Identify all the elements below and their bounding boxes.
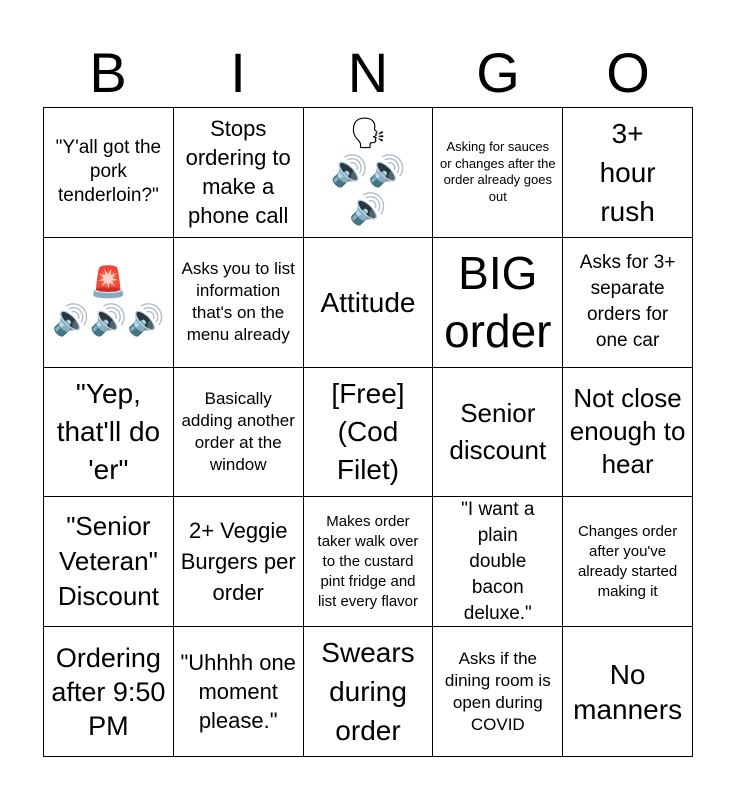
cell-text: Attitude [320, 286, 416, 318]
cell-text: Asks for 3+ separate orders for one car [579, 252, 676, 352]
bingo-cell[interactable] [44, 238, 174, 368]
bingo-cell[interactable] [174, 238, 304, 368]
cell-text: Stops ordering to make a phone call [185, 116, 291, 229]
bingo-cell[interactable] [563, 368, 693, 498]
cell-text: "I want a plain double bacon deluxe." [461, 498, 535, 624]
cell-text: "Yep, that'll do 'er" [56, 377, 161, 485]
siren-loudspeaker-icon: 🚨 🔊🔊🔊 [52, 265, 165, 339]
cell-text: Basically adding another order at the window [181, 388, 295, 474]
bingo-board [43, 107, 693, 757]
cell-text: Senior discount [449, 397, 547, 465]
cell-text: 2+ Veggie Burgers per order [180, 518, 296, 606]
bingo-cell[interactable] [44, 368, 174, 498]
cell-text: Asks if the dining room is open during COVID [444, 648, 551, 734]
cell-text: "Y'all got the pork tenderloin?" [55, 137, 162, 207]
bingo-cell[interactable] [44, 627, 174, 757]
cell-text: Ordering after 9:50 PM [51, 642, 166, 741]
cell-text: BIG order [444, 247, 552, 358]
cell-text: Makes order taker walk over to the custard pint fridge and list every flavor [317, 512, 419, 610]
bingo-cell[interactable] [44, 497, 174, 627]
cell-text: Changes order after you've already started making it [577, 522, 678, 600]
bingo-cell[interactable] [304, 108, 434, 238]
cell-text: [Free] (Cod Filet) [331, 377, 405, 485]
bingo-cell[interactable] [304, 368, 434, 498]
speaking-head-loudspeaker-icon: 🗣 🔊🔊 🔊 [330, 116, 406, 228]
bingo-cell[interactable] [433, 108, 563, 238]
bingo-cell[interactable] [174, 627, 304, 757]
cell-text: Swears during order [321, 637, 415, 747]
bingo-cell[interactable] [174, 497, 304, 627]
bingo-cell[interactable] [433, 627, 563, 757]
bingo-cell[interactable] [433, 238, 563, 368]
header-letter-i: I [230, 41, 246, 104]
bingo-header [43, 42, 693, 104]
cell-text: Asks you to list information that's on the menu already [181, 259, 295, 345]
cell-text: Not close enough to hear [569, 383, 686, 480]
bingo-cell[interactable] [563, 238, 693, 368]
bingo-cell[interactable] [563, 108, 693, 238]
bingo-cell[interactable] [44, 108, 174, 238]
cell-text: "Senior Veteran" Discount [57, 511, 159, 612]
bingo-cell[interactable] [174, 368, 304, 498]
bingo-cell[interactable] [563, 627, 693, 757]
cell-text: 3+ hour rush [599, 117, 656, 227]
bingo-cell[interactable] [433, 368, 563, 498]
header-letter-b: B [89, 41, 127, 104]
bingo-cell[interactable] [304, 627, 434, 757]
header-letter-n: N [347, 41, 389, 104]
bingo-cell[interactable] [563, 497, 693, 627]
header-letter-g: G [476, 41, 520, 104]
cell-text: "Uhhhh one moment please." [180, 650, 296, 734]
bingo-cell[interactable] [174, 108, 304, 238]
header-letter-o: O [606, 41, 650, 104]
bingo-cell[interactable] [304, 238, 434, 368]
bingo-cell[interactable] [433, 497, 563, 627]
cell-text: Asking for sauces or changes after the order already goes out [439, 139, 556, 204]
bingo-cell[interactable] [304, 497, 434, 627]
cell-text: No manners [573, 658, 683, 725]
